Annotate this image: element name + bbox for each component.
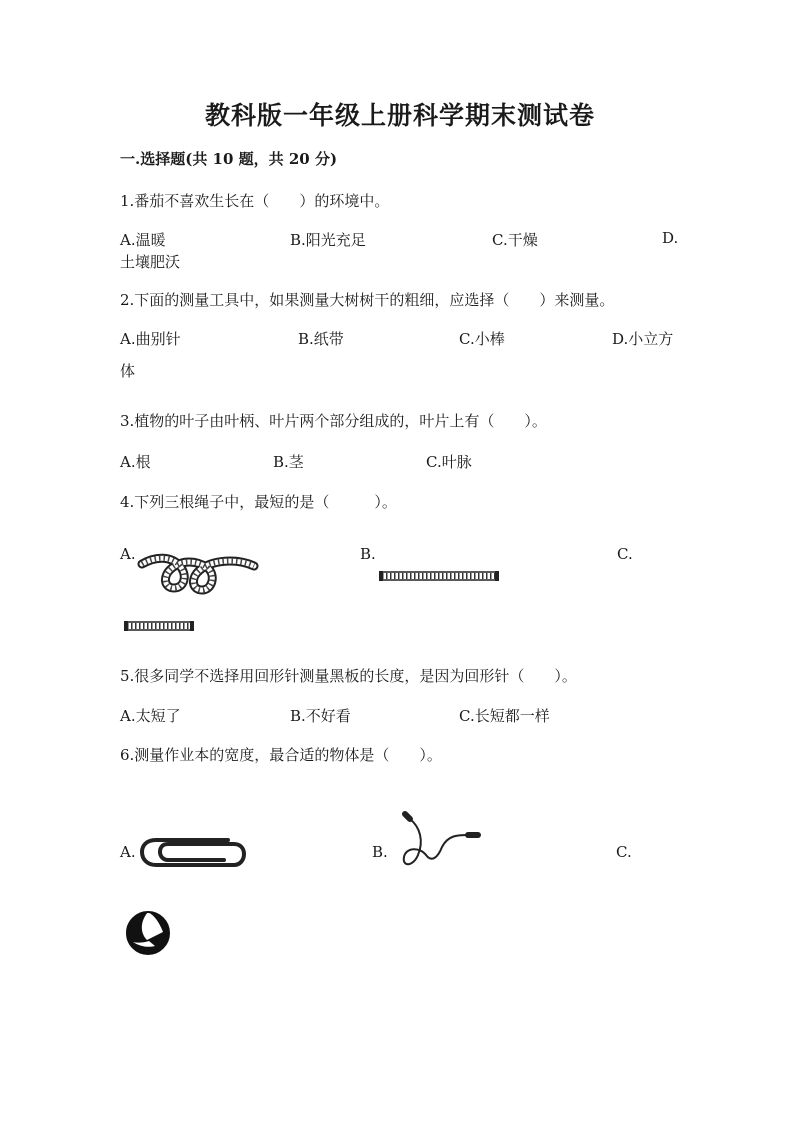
long-straight-rope-icon bbox=[379, 570, 499, 582]
paper-clip-icon bbox=[140, 834, 246, 870]
question-5-option-c: C.长短都一样 bbox=[459, 707, 550, 725]
question-4-option-b: B. bbox=[360, 545, 376, 563]
question-1-option-b: B.阳光充足 bbox=[290, 231, 366, 249]
question-1-option-d-cont: 土壤肥沃 bbox=[120, 253, 181, 271]
question-4-option-a: A. bbox=[120, 545, 136, 563]
question-3-option-a: A.根 bbox=[120, 453, 151, 471]
jump-rope-icon bbox=[396, 805, 488, 873]
question-6-option-b: B. bbox=[372, 843, 388, 861]
question-3-stem: 3.植物的叶子由叶柄、叶片两个部分组成的，叶片上有（ ）。 bbox=[120, 412, 547, 430]
looped-rope-icon bbox=[136, 550, 261, 600]
page-title: 教科版一年级上册科学期末测试卷 bbox=[204, 101, 595, 130]
question-6-stem: 6.测量作业本的宽度，最合适的物体是（ ）。 bbox=[120, 746, 442, 764]
question-2-option-d: D.小立方 bbox=[612, 330, 674, 348]
question-1-option-c: C.干燥 bbox=[492, 231, 538, 249]
short-straight-rope-icon bbox=[124, 620, 194, 632]
question-2-stem: 2.下面的测量工具中，如果测量大树树干的粗细，应选择（ ）来测量。 bbox=[120, 291, 615, 309]
question-1-stem: 1.番茄不喜欢生长在（ ）的环境中。 bbox=[120, 192, 390, 210]
question-2-option-d-cont: 体 bbox=[120, 362, 136, 380]
question-5-option-a: A.太短了 bbox=[120, 707, 181, 725]
question-3-option-b: B.茎 bbox=[273, 453, 304, 471]
volleyball-icon bbox=[125, 910, 171, 956]
question-1-option-d: D. bbox=[662, 229, 679, 247]
question-2-option-b: B.纸带 bbox=[298, 330, 344, 348]
question-1-option-a: A.温暖 bbox=[120, 231, 166, 249]
question-6-option-a: A. bbox=[120, 843, 136, 861]
question-4-option-c: C. bbox=[617, 545, 633, 563]
question-6-option-c: C. bbox=[616, 843, 632, 861]
question-2-option-c: C.小棒 bbox=[459, 330, 505, 348]
question-3-option-c: C.叶脉 bbox=[426, 453, 472, 471]
question-5-stem: 5.很多同学不选择用回形针测量黑板的长度，是因为回形针（ ）。 bbox=[120, 667, 577, 685]
question-5-option-b: B.不好看 bbox=[290, 707, 351, 725]
question-2-option-a: A.曲别针 bbox=[120, 330, 181, 348]
question-4-stem: 4.下列三根绳子中，最短的是（ ）。 bbox=[120, 493, 397, 511]
section-heading: 一.选择题(共 10 题，共 20 分) bbox=[120, 150, 338, 168]
